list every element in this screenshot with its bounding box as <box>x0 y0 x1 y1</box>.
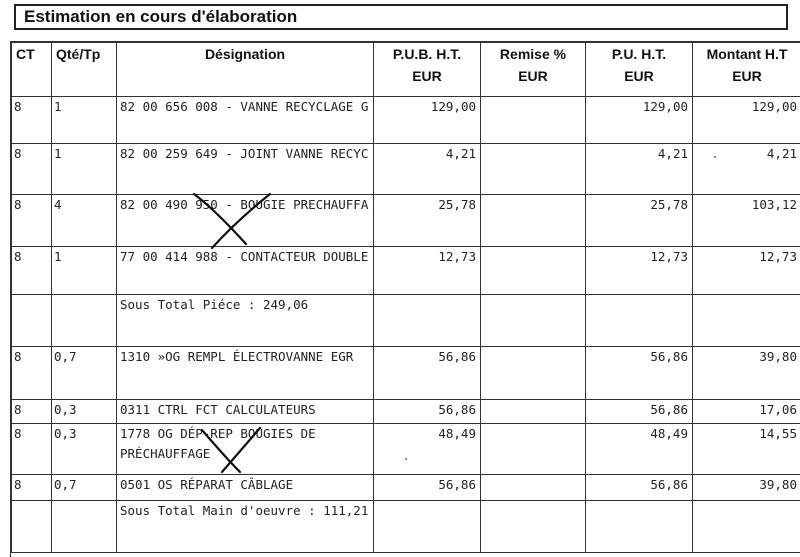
cell-montant: 17,06 <box>693 400 800 424</box>
table-row <box>12 97 800 144</box>
cell-subtotal-labour: Sous Total Main d'oeuvre : 111,21 <box>117 501 374 553</box>
cell-pu: 56,86 <box>586 475 693 501</box>
cell-designation: 77 00 414 988 - CONTACTEUR DOUBLE <box>117 247 374 295</box>
subtotal-row-pieces <box>12 295 800 347</box>
cell-qte: 0,3 <box>52 424 117 475</box>
cell-remise <box>481 424 586 475</box>
cell-ct <box>12 501 52 553</box>
cell-ct: 8 <box>12 144 52 195</box>
cell-remise <box>481 347 586 400</box>
estimate-sheet <box>10 41 800 557</box>
cell-pu: 12,73 <box>586 247 693 295</box>
cell-remise <box>481 501 586 553</box>
cell-remise <box>481 400 586 424</box>
cell-designation: 1778 OG DÉP-REP BOUGIES DE PRÉCHAUFFAGE <box>117 424 374 475</box>
cell-pu: 48,49 <box>586 424 693 475</box>
cell-designation: 82 00 490 950 - BOUGIE PRECHAUFFA <box>117 195 374 247</box>
cell-pub: 56,86 <box>374 475 481 501</box>
table-row <box>12 475 800 501</box>
cell-montant: 12,73 <box>693 247 800 295</box>
col-header-pu-ht: P.U. H.T. EUR <box>586 43 693 97</box>
cell-designation: 82 00 656 008 - VANNE RECYCLAGE G <box>117 97 374 144</box>
cell-ct: 8 <box>12 400 52 424</box>
cell-pu: 4,21 <box>586 144 693 195</box>
cell-ct <box>12 295 52 347</box>
table-row <box>12 195 800 247</box>
cell-pu: 56,86 <box>586 347 693 400</box>
cell-qte <box>52 295 117 347</box>
cell-qte: 0,7 <box>52 475 117 501</box>
table-row <box>12 247 800 295</box>
cell-montant: 129,00 <box>693 97 800 144</box>
cell-ct: 8 <box>12 195 52 247</box>
cell-montant: 103,12 <box>693 195 800 247</box>
cell-montant: 39,80 <box>693 347 800 400</box>
col-header-pub-ht: P.U.B. H.T. EUR <box>374 43 481 97</box>
table-header-row <box>12 43 800 97</box>
table-row <box>12 347 800 400</box>
cell-designation: 1310 »OG REMPL ÉLECTROVANNE EGR <box>117 347 374 400</box>
cell-pub: 56,86 <box>374 347 481 400</box>
cell-pub: 4,21 <box>374 144 481 195</box>
cell-subtotal-pieces: Sous Total Piéce : 249,06 <box>117 295 374 347</box>
cell-pub: 25,78 <box>374 195 481 247</box>
cell-qte <box>52 501 117 553</box>
scan-speck <box>714 156 716 158</box>
table-row <box>12 400 800 424</box>
cell-montant: 14,55 <box>693 424 800 475</box>
cell-qte: 0,7 <box>52 347 117 400</box>
cell-montant <box>693 501 800 553</box>
cell-pub: 12,73 <box>374 247 481 295</box>
cell-pub <box>374 501 481 553</box>
cell-designation: 0311 CTRL FCT CALCULATEURS <box>117 400 374 424</box>
cell-qte: 1 <box>52 97 117 144</box>
cell-remise <box>481 475 586 501</box>
col-header-qte: Qté/Tp <box>52 43 117 97</box>
cell-designation: 0501 OS RÉPARAT CÂBLAGE <box>117 475 374 501</box>
cell-montant: 4,21 <box>693 144 800 195</box>
cell-pu: 25,78 <box>586 195 693 247</box>
cell-ct: 8 <box>12 97 52 144</box>
cell-pu <box>586 501 693 553</box>
cell-qte: 1 <box>52 144 117 195</box>
cell-pu: 56,86 <box>586 400 693 424</box>
cell-pub: 48,49 <box>374 424 481 475</box>
cell-ct: 8 <box>12 347 52 400</box>
cell-qte: 1 <box>52 247 117 295</box>
estimate-table <box>11 42 800 553</box>
document-title: Estimation en cours d'élaboration <box>14 4 788 30</box>
cell-remise <box>481 144 586 195</box>
cell-pub: 129,00 <box>374 97 481 144</box>
cell-qte: 0,3 <box>52 400 117 424</box>
cell-remise <box>481 295 586 347</box>
col-header-remise: Remise % EUR <box>481 43 586 97</box>
cell-remise <box>481 247 586 295</box>
table-row <box>12 424 800 475</box>
cell-remise <box>481 97 586 144</box>
cell-pu: 129,00 <box>586 97 693 144</box>
cell-montant <box>693 295 800 347</box>
cell-pu <box>586 295 693 347</box>
subtotal-row-labour <box>12 501 800 553</box>
cell-pub: 56,86 <box>374 400 481 424</box>
cell-ct: 8 <box>12 424 52 475</box>
table-row <box>12 144 800 195</box>
cell-qte: 4 <box>52 195 117 247</box>
cell-pub <box>374 295 481 347</box>
cell-designation: 82 00 259 649 - JOINT VANNE RECYC <box>117 144 374 195</box>
col-header-designation: Désignation <box>117 43 374 97</box>
col-header-montant: Montant H.T EUR <box>693 43 800 97</box>
cell-ct: 8 <box>12 475 52 501</box>
cell-remise <box>481 195 586 247</box>
col-header-ct: CT <box>12 43 52 97</box>
cell-ct: 8 <box>12 247 52 295</box>
scan-speck <box>405 458 407 460</box>
cell-montant: 39,80 <box>693 475 800 501</box>
